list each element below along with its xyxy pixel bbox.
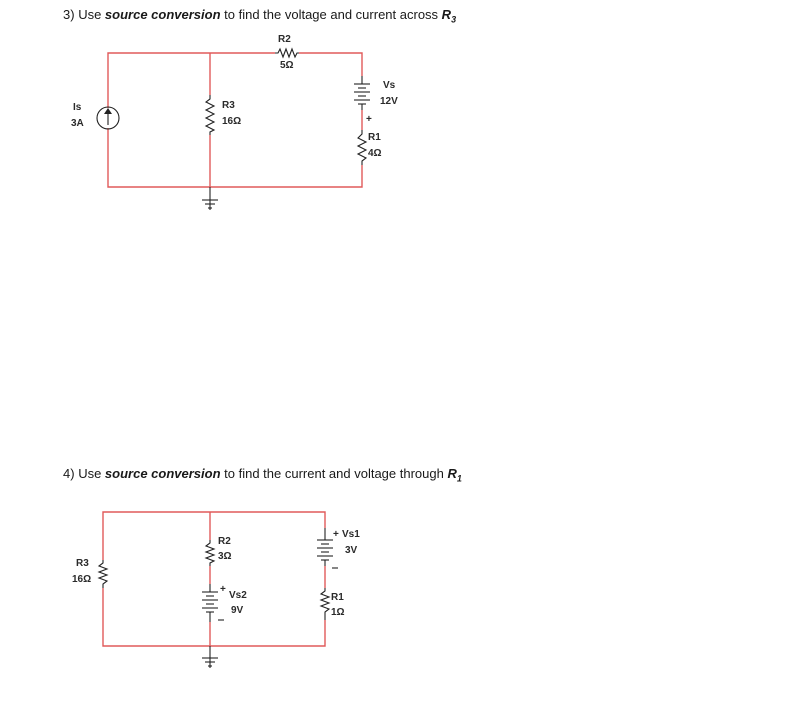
problem-3-emphasis: source conversion	[104, 7, 221, 22]
circuit-2-wire-outer-left	[103, 512, 325, 560]
circuit-1-current-source	[97, 107, 119, 129]
circuit-1-is-value: 3A	[71, 118, 84, 129]
circuit-2-ground-icon	[202, 646, 218, 668]
circuit-1-r1-name: R1	[368, 132, 381, 143]
problem-4-text-after: to find the current and voltage through	[220, 466, 448, 481]
circuit-1-ground-icon	[202, 187, 218, 210]
circuit-1-wire-top-left	[108, 53, 275, 108]
circuit-1-vs-name: Vs	[383, 80, 396, 91]
circuit-1	[71, 34, 398, 210]
problem-3-text-before: Use	[78, 7, 105, 22]
circuit-2-vs1-value: 3V	[345, 545, 358, 556]
circuit-2-vs1-plus: +	[333, 529, 339, 540]
circuit-1-wire-top-right	[299, 53, 362, 76]
circuit-2	[72, 512, 360, 668]
circuit-1-r3-value: 16Ω	[222, 116, 242, 127]
circuit-2-vs2-plus: +	[220, 584, 226, 595]
circuit-1-vs-value: 12V	[380, 96, 398, 107]
circuit-1-voltage-source	[354, 76, 370, 110]
circuit-1-r3-resistor	[206, 95, 214, 135]
circuit-2-vs2-name: Vs2	[229, 590, 247, 601]
circuit-1-wire-bottom	[108, 128, 362, 187]
circuit-2-vs2-value: 9V	[231, 605, 244, 616]
problem-4-target: $R_1$	[447, 466, 462, 484]
problem-4-text-before: Use	[78, 466, 105, 481]
problem-3-target: $R_3$	[441, 7, 457, 25]
circuit-2-r2-value: 3Ω	[218, 551, 232, 562]
circuit-1-r2-value: 5Ω	[280, 60, 294, 71]
circuit-2-r1-resistor	[321, 588, 329, 620]
circuit-2-r2-name: R2	[218, 536, 231, 547]
circuit-1-r2-resistor	[275, 49, 299, 57]
circuit-2-r3-value: 16Ω	[72, 574, 92, 585]
circuit-2-r1-value: 1Ω	[331, 607, 345, 618]
problem-4-emphasis: source conversion	[104, 466, 221, 481]
circuit-1-r2-name: R2	[278, 34, 291, 45]
problem-4-number: 4)	[63, 466, 75, 481]
circuit-2-r3-resistor	[99, 560, 107, 588]
problem-3-number: 3)	[63, 7, 75, 22]
circuit-1-r1-resistor	[358, 130, 366, 165]
circuit-1-r1-value: 4Ω	[368, 148, 382, 159]
circuit-2-wire-outer-bottom	[103, 588, 325, 646]
circuit-1-is-name: Is	[73, 102, 82, 113]
circuit-1-r3-name: R3	[222, 100, 235, 111]
problem-3-text-after: to find the voltage and current across	[220, 7, 442, 22]
circuit-2-vs1-name: Vs1	[342, 529, 360, 540]
circuit-1-vs-plus: +	[366, 114, 372, 125]
circuit-2-r2-resistor	[206, 540, 214, 566]
circuit-2-r3-name: R3	[76, 558, 89, 569]
circuit-2-r1-name: R1	[331, 592, 344, 603]
